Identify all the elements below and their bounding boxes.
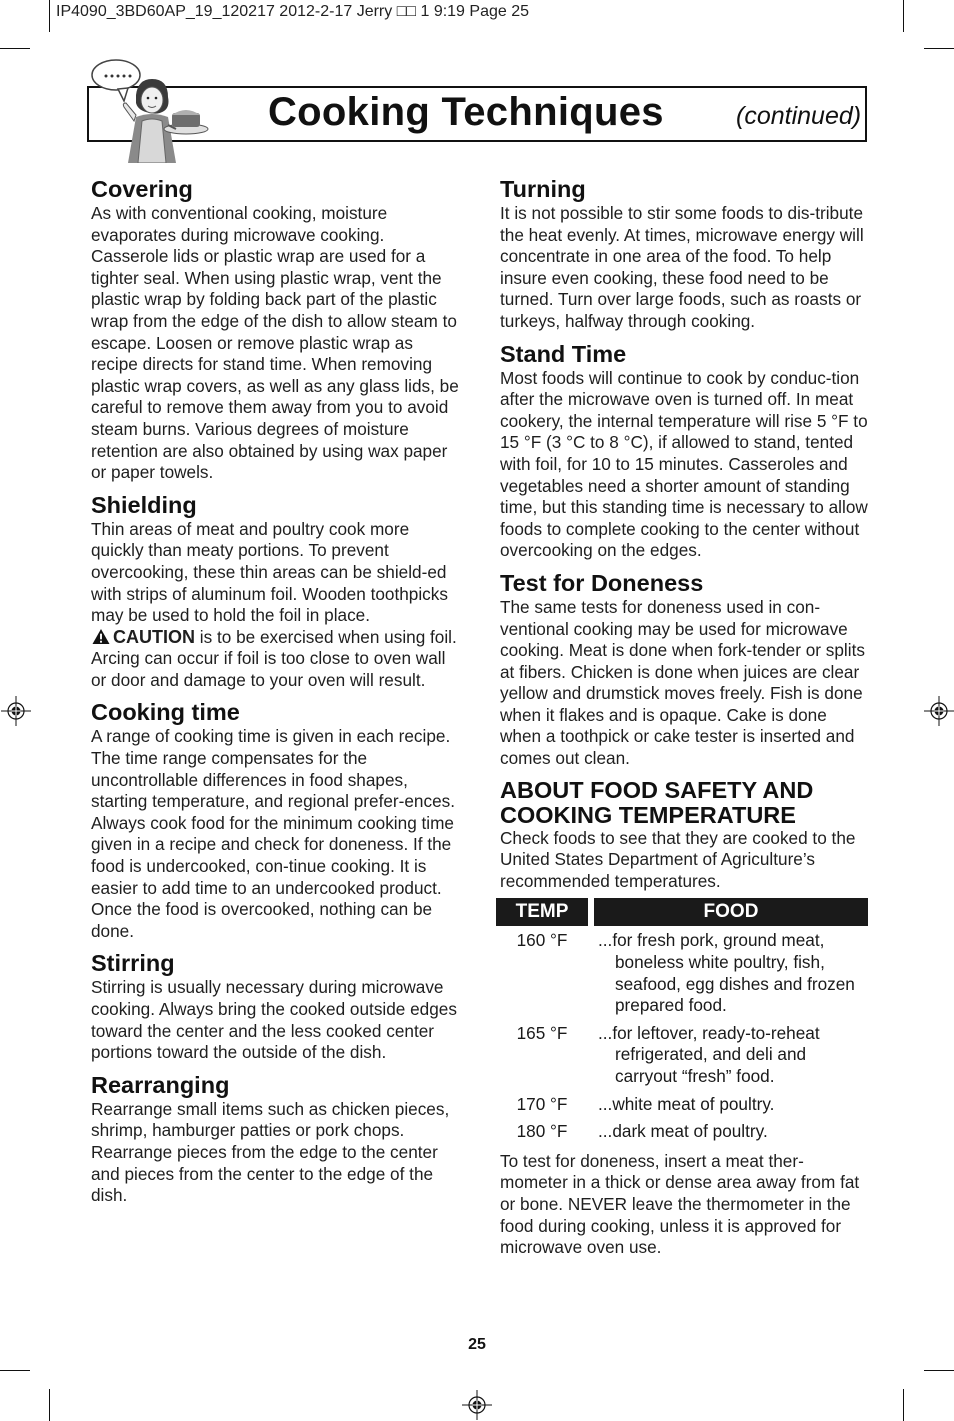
food-cell [588, 926, 868, 1018]
column-header-temp: TEMP [496, 898, 588, 926]
section-body: Thin areas of meat and poultry cook more quickly than meaty portions. To prevent overcooking, these thin areas can be shield-ed with strips of aluminum foil. Wooden toothpicks may be used to hold the foil in place. [91, 518, 448, 626]
food-cell [588, 1019, 868, 1090]
section-shielding [91, 492, 459, 692]
print-slug: IP4090_3BD60AP_19_120217 2012-2-17 Jerry □□ 1 9:19 Page 25 [56, 3, 530, 20]
section-heading [500, 778, 868, 828]
food-text: ...for leftover, ready-to-reheat refrigerated, and deli and carryout “fresh” food. [598, 1022, 820, 1086]
section-body: It is not possible to stir some foods to dis-tribute the heat evenly. At times, microwave energy will concentrate in one area of the food. To help insure even cooking, these food need to be turned. Turn over large foods, such as roasts or turkeys, halfway through cooking. [500, 203, 864, 331]
section-food-safety [500, 778, 868, 1259]
chef-mascot-icon [88, 55, 212, 163]
temp-cell: 170 °F [516, 1093, 568, 1114]
table-row [496, 1117, 868, 1145]
crop-mark [0, 48, 30, 49]
table-row [496, 1090, 868, 1118]
section-intro: Check foods to see that they are cooked to the United States Department of Agriculture’s recommended temperatures. [500, 827, 856, 891]
crop-mark [903, 0, 904, 32]
caution-note [91, 627, 459, 692]
caution-label: CAUTION [113, 626, 195, 647]
food-text: ...dark meat of poultry. [598, 1121, 768, 1142]
caution-text: is to be exercised when using foil. Arcing can occur if foil is too close to oven wall or door and damage to your oven will result. [91, 626, 457, 690]
page-subtitle: (continued) [736, 102, 862, 130]
crop-mark [0, 1370, 30, 1371]
section-body: Most foods will continue to cook by conduc-tion after the microwave oven is turned off. In meat cookery, the internal temperature will rise 5 °F to 15 °F (3 °C to 8 °C), if allowed to stand, tented with foil, for 10 to 15 minutes. Casseroles and vegetables need a shorter amount of standing time, but this standing time is necessary to allow foods to complete cooking to the center without overcooking on the edges. [500, 367, 868, 561]
food-cell [588, 1117, 868, 1145]
food-text: ...white meat of poultry. [598, 1093, 775, 1114]
section-heading: Shielding [91, 491, 197, 518]
safety-heading-line1: ABOUT FOOD SAFETY AND [500, 776, 814, 803]
safety-heading-line2: COOKING TEMPERATURE [500, 801, 796, 828]
table-header-row [496, 898, 868, 926]
section-heading: Rearranging [91, 1071, 230, 1098]
section-test-for-doneness [500, 570, 868, 770]
crop-mark [49, 0, 50, 32]
section-turning [500, 176, 868, 333]
temperature-table [496, 898, 868, 1144]
left-column [91, 176, 459, 1215]
section-heading: Covering [91, 176, 193, 202]
column-header-food: FOOD [594, 898, 868, 926]
section-heading: Cooking time [91, 699, 240, 726]
crop-mark [903, 1389, 904, 1421]
temp-cell: 180 °F [516, 1121, 568, 1142]
section-heading: Turning [500, 176, 586, 202]
section-heading: Stand Time [500, 340, 627, 367]
registration-mark-icon [462, 1390, 492, 1420]
section-heading: Stirring [91, 950, 175, 977]
section-stand-time [500, 341, 868, 562]
right-column [500, 176, 868, 1267]
warning-triangle-icon [91, 628, 111, 645]
section-outro: To test for doneness, insert a meat ther-mometer in a thick or dense area away from fat or bone. NEVER leave the thermometer in the food during cooking, unless it is approved for microwave oven use. [500, 1150, 860, 1258]
crop-mark [924, 48, 954, 49]
section-body: As with conventional cooking, moisture evaporates during microwave cooking. Casserole lids or plastic wrap are used for a tighter seal. When using plastic wrap, vent the plastic wrap by folding back part of the plastic wrap from the edge of the dish to allow steam to escape. Loosen or remove plastic wrap as recipe directs for stand time. When removing plastic wrap covers, as well as any glass lids, be careful to remove them away from you to avoid steam burns. Various degrees of moisture retention are also obtained by using wax paper or paper towels. [91, 203, 459, 483]
section-heading: Test for Doneness [500, 569, 704, 596]
section-stirring [91, 950, 459, 1063]
section-body: The same tests for doneness used in con-ventional cooking may be used for microwave cooking. Meat is done when fork-tender or splits at fibers. Chicken is done when juices are clear yellow and drumstick moves freely. Fish is done when it flakes and is opaque. Cake is done when a toothpick or cake tester is inserted and comes out clean. [500, 596, 865, 769]
temp-cell: 160 °F [516, 930, 568, 951]
food-cell [588, 1090, 868, 1118]
crop-mark [49, 1389, 50, 1421]
page-title: Cooking Techniques [268, 90, 664, 134]
table-row [496, 926, 868, 1018]
temp-cell: 165 °F [516, 1022, 568, 1043]
table-row [496, 1019, 868, 1090]
crop-mark [924, 1370, 954, 1371]
registration-mark-icon [1, 696, 31, 726]
page-number: 25 [468, 1336, 486, 1353]
section-body: Rearrange small items such as chicken pieces, shrimp, hamburger patties or pork chops. Rearrange pieces from the edge to the center and pieces from the center to the edge of the dish. [91, 1098, 450, 1206]
registration-mark-icon [924, 696, 954, 726]
food-text: ...for fresh pork, ground meat, boneless white poultry, fish, seafood, egg dishes and frozen prepared food. [598, 930, 855, 1016]
section-cooking-time [91, 699, 459, 942]
section-rearranging [91, 1072, 459, 1207]
section-covering [91, 176, 459, 484]
section-body: Stirring is usually necessary during microwave cooking. Always bring the cooked outside edges toward the center and the less cooked center portions toward the outside of the dish. [91, 977, 457, 1063]
section-body: A range of cooking time is given in each recipe. The time range compensates for the uncontrollable differences in food shapes, starting temperature, and regional prefer-ences. Always cook food for the minimum cooking time given in a recipe and check for doneness. If the food is undercooked, con-tinue cooking. It is easier to add time to an undercooked product. Once the food is overcooked, nothing can be done. [91, 726, 456, 941]
